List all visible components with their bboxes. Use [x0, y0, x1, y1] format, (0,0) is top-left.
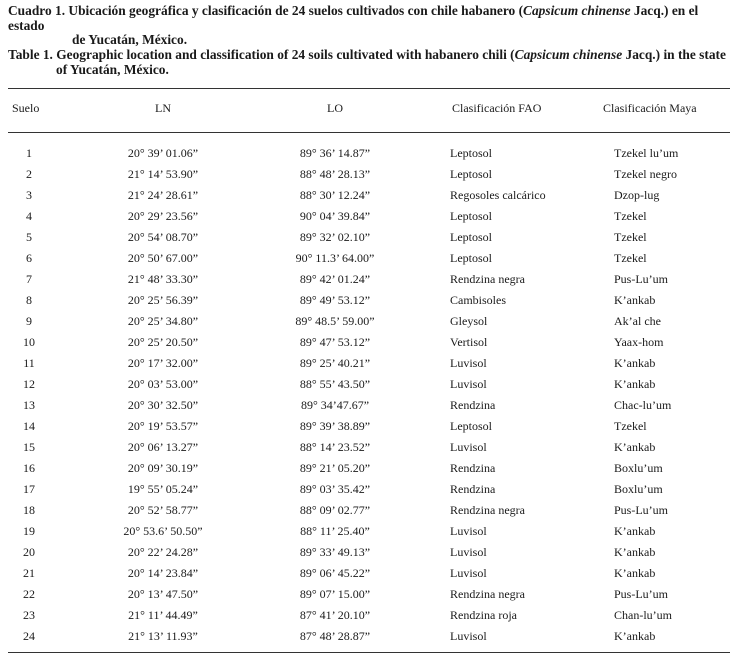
- suelo-cell: 8: [26, 293, 32, 307]
- maya-cell: K’ankab: [614, 629, 656, 643]
- lo-cell: 89° 48.5’ 59.00”: [295, 314, 375, 328]
- table-bottom-rule: [8, 652, 730, 653]
- header-fao: Clasificación FAO: [452, 101, 542, 115]
- table-header-rule: [8, 132, 730, 133]
- suelo-cell: 3: [26, 188, 32, 202]
- fao-cell: Luvisol: [450, 524, 487, 538]
- ln-cell: 20° 53.6’ 50.50”: [123, 524, 203, 538]
- suelo-cell: 6: [26, 251, 32, 265]
- ln-cell: 20° 39’ 01.06”: [127, 146, 199, 160]
- fao-cell: Rendzina: [450, 461, 496, 475]
- ln-cell: 20° 29’ 23.56”: [127, 209, 199, 223]
- caption-es-prefix: Cuadro 1. Ubicación geográfica y clasificación de 24 suelos cultivados con chile habanero (: [8, 3, 524, 18]
- lo-cell: 89° 47’ 53.12”: [299, 335, 371, 349]
- suelo-cell: 21: [23, 566, 35, 580]
- maya-cell: K’ankab: [614, 356, 656, 370]
- suelo-cell: 11: [23, 356, 35, 370]
- header-suelo: Suelo: [12, 101, 40, 115]
- maya-cell: Boxlu’um: [614, 482, 663, 496]
- suelo-cell: 20: [23, 545, 35, 559]
- maya-cell: Tzekel: [614, 209, 647, 223]
- suelo-cell: 12: [23, 377, 35, 391]
- caption-es-continuation: de Yucatán, México.: [72, 32, 188, 47]
- fao-cell: Luvisol: [450, 440, 487, 454]
- lo-cell: 89° 03’ 35.42”: [299, 482, 371, 496]
- fao-cell: Luvisol: [450, 377, 487, 391]
- lo-cell: 89° 49’ 53.12”: [299, 293, 371, 307]
- fao-cell: Rendzina negra: [450, 587, 525, 601]
- ln-cell: 19° 55’ 05.24”: [127, 482, 199, 496]
- maya-cell: Tzekel lu’um: [614, 146, 679, 160]
- lo-cell: 88° 14’ 23.52”: [299, 440, 371, 454]
- lo-cell: 89° 32’ 02.10”: [299, 230, 371, 244]
- lo-cell: 89° 06’ 45.22”: [299, 566, 371, 580]
- lo-cell: 89° 39’ 38.89”: [299, 419, 371, 433]
- lo-cell: 87° 48’ 28.87”: [299, 629, 371, 643]
- maya-cell: K’ankab: [614, 377, 656, 391]
- ln-cell: 20° 25’ 34.80”: [127, 314, 199, 328]
- suelo-cell: 17: [23, 482, 35, 496]
- lo-cell: 89° 34’47.67”: [300, 398, 370, 412]
- fao-cell: Leptosol: [450, 230, 492, 244]
- lo-cell: 88° 09’ 02.77”: [299, 503, 371, 517]
- suelo-cell: 2: [26, 167, 32, 181]
- caption-en-continuation: of Yucatán, México.: [56, 61, 169, 77]
- table-caption-spanish: [8, 4, 734, 48]
- suelo-cell: 14: [23, 419, 35, 433]
- lo-cell: 88° 55’ 43.50”: [299, 377, 371, 391]
- header-lo: LO: [327, 101, 343, 115]
- maya-cell: Ak’al che: [614, 314, 661, 328]
- ln-cell: 21° 14’ 53.90”: [127, 167, 199, 181]
- fao-cell: Leptosol: [450, 419, 492, 433]
- maya-cell: Pus-Lu’um: [614, 503, 668, 517]
- maya-cell: K’ankab: [614, 545, 656, 559]
- maya-cell: Dzop-lug: [614, 188, 660, 202]
- maya-cell: Boxlu’um: [614, 461, 663, 475]
- fao-cell: Luvisol: [450, 629, 487, 643]
- ln-cell: 20° 03’ 53.00”: [127, 377, 199, 391]
- ln-cell: 20° 14’ 23.84”: [127, 566, 199, 580]
- ln-cell: 20° 22’ 24.28”: [127, 545, 199, 559]
- fao-cell: Rendzina negra: [450, 272, 525, 286]
- ln-cell: 21° 24’ 28.61”: [127, 188, 199, 202]
- lo-cell: 89° 33’ 49.13”: [299, 545, 371, 559]
- maya-cell: Tzekel negro: [614, 167, 677, 181]
- maya-cell: Pus-Lu’um: [614, 272, 668, 286]
- fao-cell: Luvisol: [450, 545, 487, 559]
- maya-cell: Chac-lu’um: [614, 398, 672, 412]
- ln-cell: 20° 54’ 08.70”: [127, 230, 199, 244]
- maya-cell: K’ankab: [614, 566, 656, 580]
- fao-cell: Rendzina negra: [450, 503, 525, 517]
- ln-cell: 20° 06’ 13.27”: [127, 440, 199, 454]
- lo-cell: 89° 25’ 40.21”: [299, 356, 371, 370]
- fao-cell: Cambisoles: [450, 293, 506, 307]
- lo-cell: 89° 21’ 05.20”: [299, 461, 371, 475]
- fao-cell: Leptosol: [450, 209, 492, 223]
- caption-en-species: Capsicum chinense: [514, 47, 623, 62]
- caption-es-species: Capsicum chinense: [523, 3, 631, 18]
- ln-cell: 20° 19’ 53.57”: [127, 419, 199, 433]
- lo-cell: 88° 11’ 25.40”: [300, 524, 370, 538]
- fao-cell: Leptosol: [450, 146, 492, 160]
- lo-cell: 90° 11.3’ 64.00”: [295, 251, 375, 265]
- fao-cell: Leptosol: [450, 167, 492, 181]
- maya-cell: Tzekel: [614, 251, 647, 265]
- maya-cell: Pus-Lu’um: [614, 587, 668, 601]
- caption-en-prefix: Table 1. Geographic location and classification of 24 soils cultivated with habanero chili (: [8, 47, 515, 62]
- header-maya: Clasificación Maya: [603, 101, 697, 115]
- lo-cell: 89° 36’ 14.87”: [299, 146, 371, 160]
- suelo-cell: 5: [26, 230, 32, 244]
- caption-es-suffix: Jacq.) en el estado: [8, 3, 699, 33]
- maya-cell: Tzekel: [614, 230, 647, 244]
- fao-cell: Vertisol: [450, 335, 488, 349]
- suelo-cell: 18: [23, 503, 35, 517]
- lo-cell: 87° 41’ 20.10”: [299, 608, 371, 622]
- suelo-cell: 19: [23, 524, 35, 538]
- ln-cell: 20° 50’ 67.00”: [127, 251, 199, 265]
- lo-cell: 89° 42’ 01.24”: [299, 272, 371, 286]
- ln-cell: 21° 48’ 33.30”: [127, 272, 199, 286]
- suelo-cell: 7: [26, 272, 32, 286]
- lo-cell: 90° 04’ 39.84”: [299, 209, 371, 223]
- fao-cell: Leptosol: [450, 251, 492, 265]
- ln-cell: 21° 13’ 11.93”: [128, 629, 198, 643]
- maya-cell: K’ankab: [614, 440, 656, 454]
- suelo-cell: 15: [23, 440, 35, 454]
- caption-en-suffix: Jacq.) in the state: [622, 47, 726, 62]
- maya-cell: Tzekel: [614, 419, 647, 433]
- suelo-cell: 1: [26, 146, 32, 160]
- suelo-cell: 22: [23, 587, 35, 601]
- ln-cell: 20° 25’ 20.50”: [127, 335, 199, 349]
- ln-cell: 20° 25’ 56.39”: [127, 293, 199, 307]
- suelo-cell: 10: [23, 335, 35, 349]
- ln-cell: 20° 30’ 32.50”: [127, 398, 199, 412]
- fao-cell: Luvisol: [450, 356, 487, 370]
- header-ln: LN: [155, 101, 171, 115]
- ln-cell: 21° 11’ 44.49”: [128, 608, 198, 622]
- fao-cell: Regosoles calcárico: [450, 188, 546, 202]
- lo-cell: 89° 07’ 15.00”: [299, 587, 371, 601]
- suelo-cell: 23: [23, 608, 35, 622]
- table-top-rule: [8, 88, 730, 89]
- suelo-cell: 16: [23, 461, 35, 475]
- table-caption-english: [8, 48, 734, 77]
- fao-cell: Gleysol: [450, 314, 488, 328]
- fao-cell: Rendzina: [450, 398, 496, 412]
- fao-cell: Rendzina: [450, 482, 496, 496]
- lo-cell: 88° 48’ 28.13”: [299, 167, 371, 181]
- maya-cell: Chan-lu’um: [614, 608, 672, 622]
- ln-cell: 20° 13’ 47.50”: [127, 587, 199, 601]
- lo-cell: 88° 30’ 12.24”: [299, 188, 371, 202]
- suelo-cell: 9: [26, 314, 32, 328]
- suelo-cell: 24: [23, 629, 35, 643]
- ln-cell: 20° 52’ 58.77”: [127, 503, 199, 517]
- maya-cell: K’ankab: [614, 524, 656, 538]
- ln-cell: 20° 09’ 30.19”: [127, 461, 199, 475]
- suelo-cell: 13: [23, 398, 35, 412]
- ln-cell: 20° 17’ 32.00”: [127, 356, 199, 370]
- fao-cell: Rendzina roja: [450, 608, 517, 622]
- suelo-cell: 4: [26, 209, 32, 223]
- maya-cell: K’ankab: [614, 293, 656, 307]
- maya-cell: Yaax-hom: [614, 335, 664, 349]
- fao-cell: Luvisol: [450, 566, 487, 580]
